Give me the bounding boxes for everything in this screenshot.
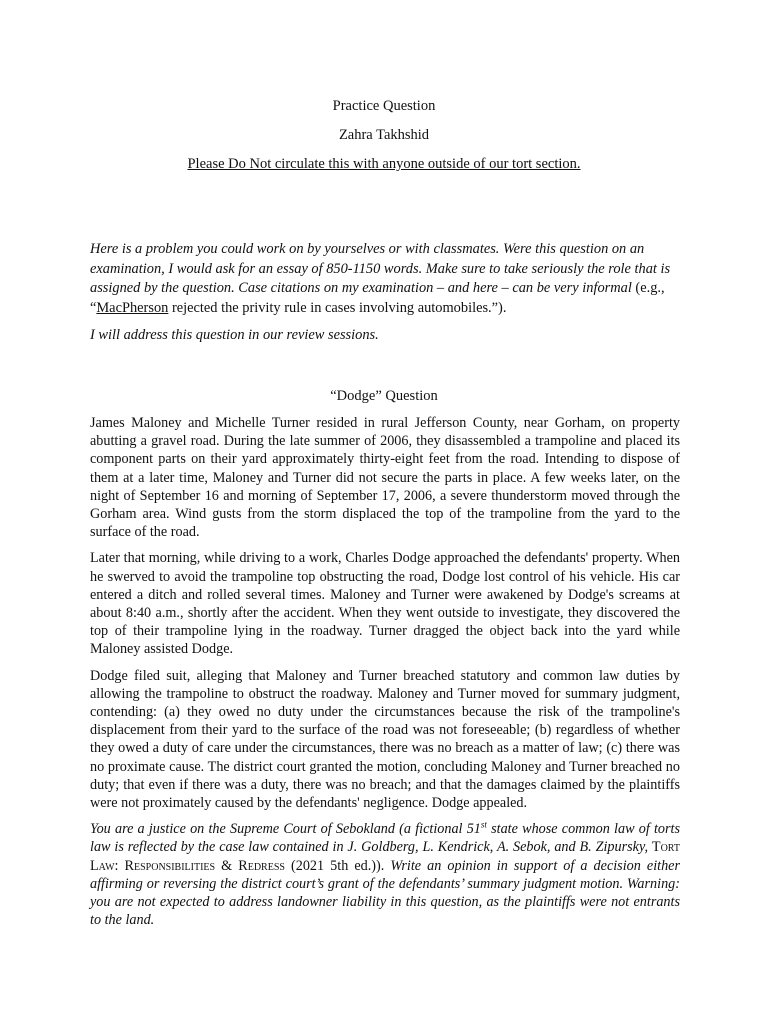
instructions-paragraph [90, 240, 680, 318]
instructions-text: Here is a problem you could work on by yourselves or with classmates. Were this question on an examination, I would ask for an essay of 850-1150 words. Make sure to take seriously the role that is assigned by the question. Case citations on my examination – and here – can be very informal [90, 241, 671, 296]
ordinal-suffix: st [480, 819, 487, 830]
page-title: Practice Question [332, 98, 436, 114]
review-note: I will address this question in our review sessions. [90, 327, 379, 343]
question-title: “Dodge” Question [330, 388, 438, 404]
instructions [90, 240, 680, 354]
task-text-a: You are a justice on the Supreme Court of Sebokland (a fictional 51 [90, 821, 481, 838]
book-title: Tort Law: Responsibilities & Redress [90, 839, 680, 874]
example-open: (e.g., “ [90, 280, 665, 316]
book-edition: (2021 5th ed.)). [284, 857, 385, 874]
accident-paragraph: Later that morning, while driving to a work, Charles Dodge approached the defendants' property. When he swerved to avoid the trampoline top obstructing the road, Dodge lost control of his vehicle. His car entered a ditch and rolled several times. Maloney and Turner were awakened by Dodge's screams at about 8:40 a.m., shortly after the accident. When they went outside to investigate, they discovered the top of their trampoline lying in the roadway. Turner dragged the object back into the yard while Maloney assisted Dodge. [90, 550, 680, 658]
task-paragraph [90, 820, 680, 929]
question-body [90, 414, 680, 937]
case-citation: MacPherson [96, 299, 169, 316]
circulation-notice: Please Do Not circulate this with anyone outside of our tort section. [187, 156, 581, 172]
document-header [0, 92, 768, 179]
task-text-b: state whose common law of torts law is reflected by the case law contained in J. Goldberg, L. Kendrick, A. Sebok, and B. Zipursky, [90, 821, 681, 856]
procedure-paragraph: Dodge filed suit, alleging that Maloney and Turner breached statutory and common law duties by allowing the trampoline to obstruct the roadway. Maloney and Turner moved for summary judgment, contending: (a) they owed no duty under the circumstances because the risk of the trampoline's displacement from their yard to the surface of the road was not foreseeable; (b) regardless of whether they owed a duty of care under the circumstances, there was no breach as a matter of law; (c) there was no proximate cause. The district court granted the motion, concluding Maloney and Turner breached no duty; that even if there was a duty, there was no breach; and that the damages claimed by the plaintiffs were not proximately caused by the defendants' negligence. Dodge appealed. [90, 667, 680, 812]
author-name: Zahra Takhshid [338, 127, 430, 143]
task-text-d: Write an opinion in support of a decision either affirming or reversing the district court’s grant of the defendants’ summary judgment motion. Warning: you are not expected to address landowner liability in this question, as the plaintiffs were not entrants to the land. [90, 857, 680, 929]
example-close: rejected the privity rule in cases involving automobiles.”). [168, 299, 507, 316]
facts-paragraph: James Maloney and Michelle Turner resided in rural Jefferson County, near Gorham, on property abutting a gravel road. During the late summer of 2006, they disassembled a trampoline and placed its component parts on their yard approximately thirty-eight feet from the road. Intending to dispose of them at a later time, Maloney and Turner did not secure the parts in place. A few weeks later, on the night of September 16 and morning of September 17, 2006, a severe thunderstorm moved through the Gorham area. Wind gusts from the storm displaced the top of the trampoline from the yard to the surface of the road. [90, 415, 680, 541]
